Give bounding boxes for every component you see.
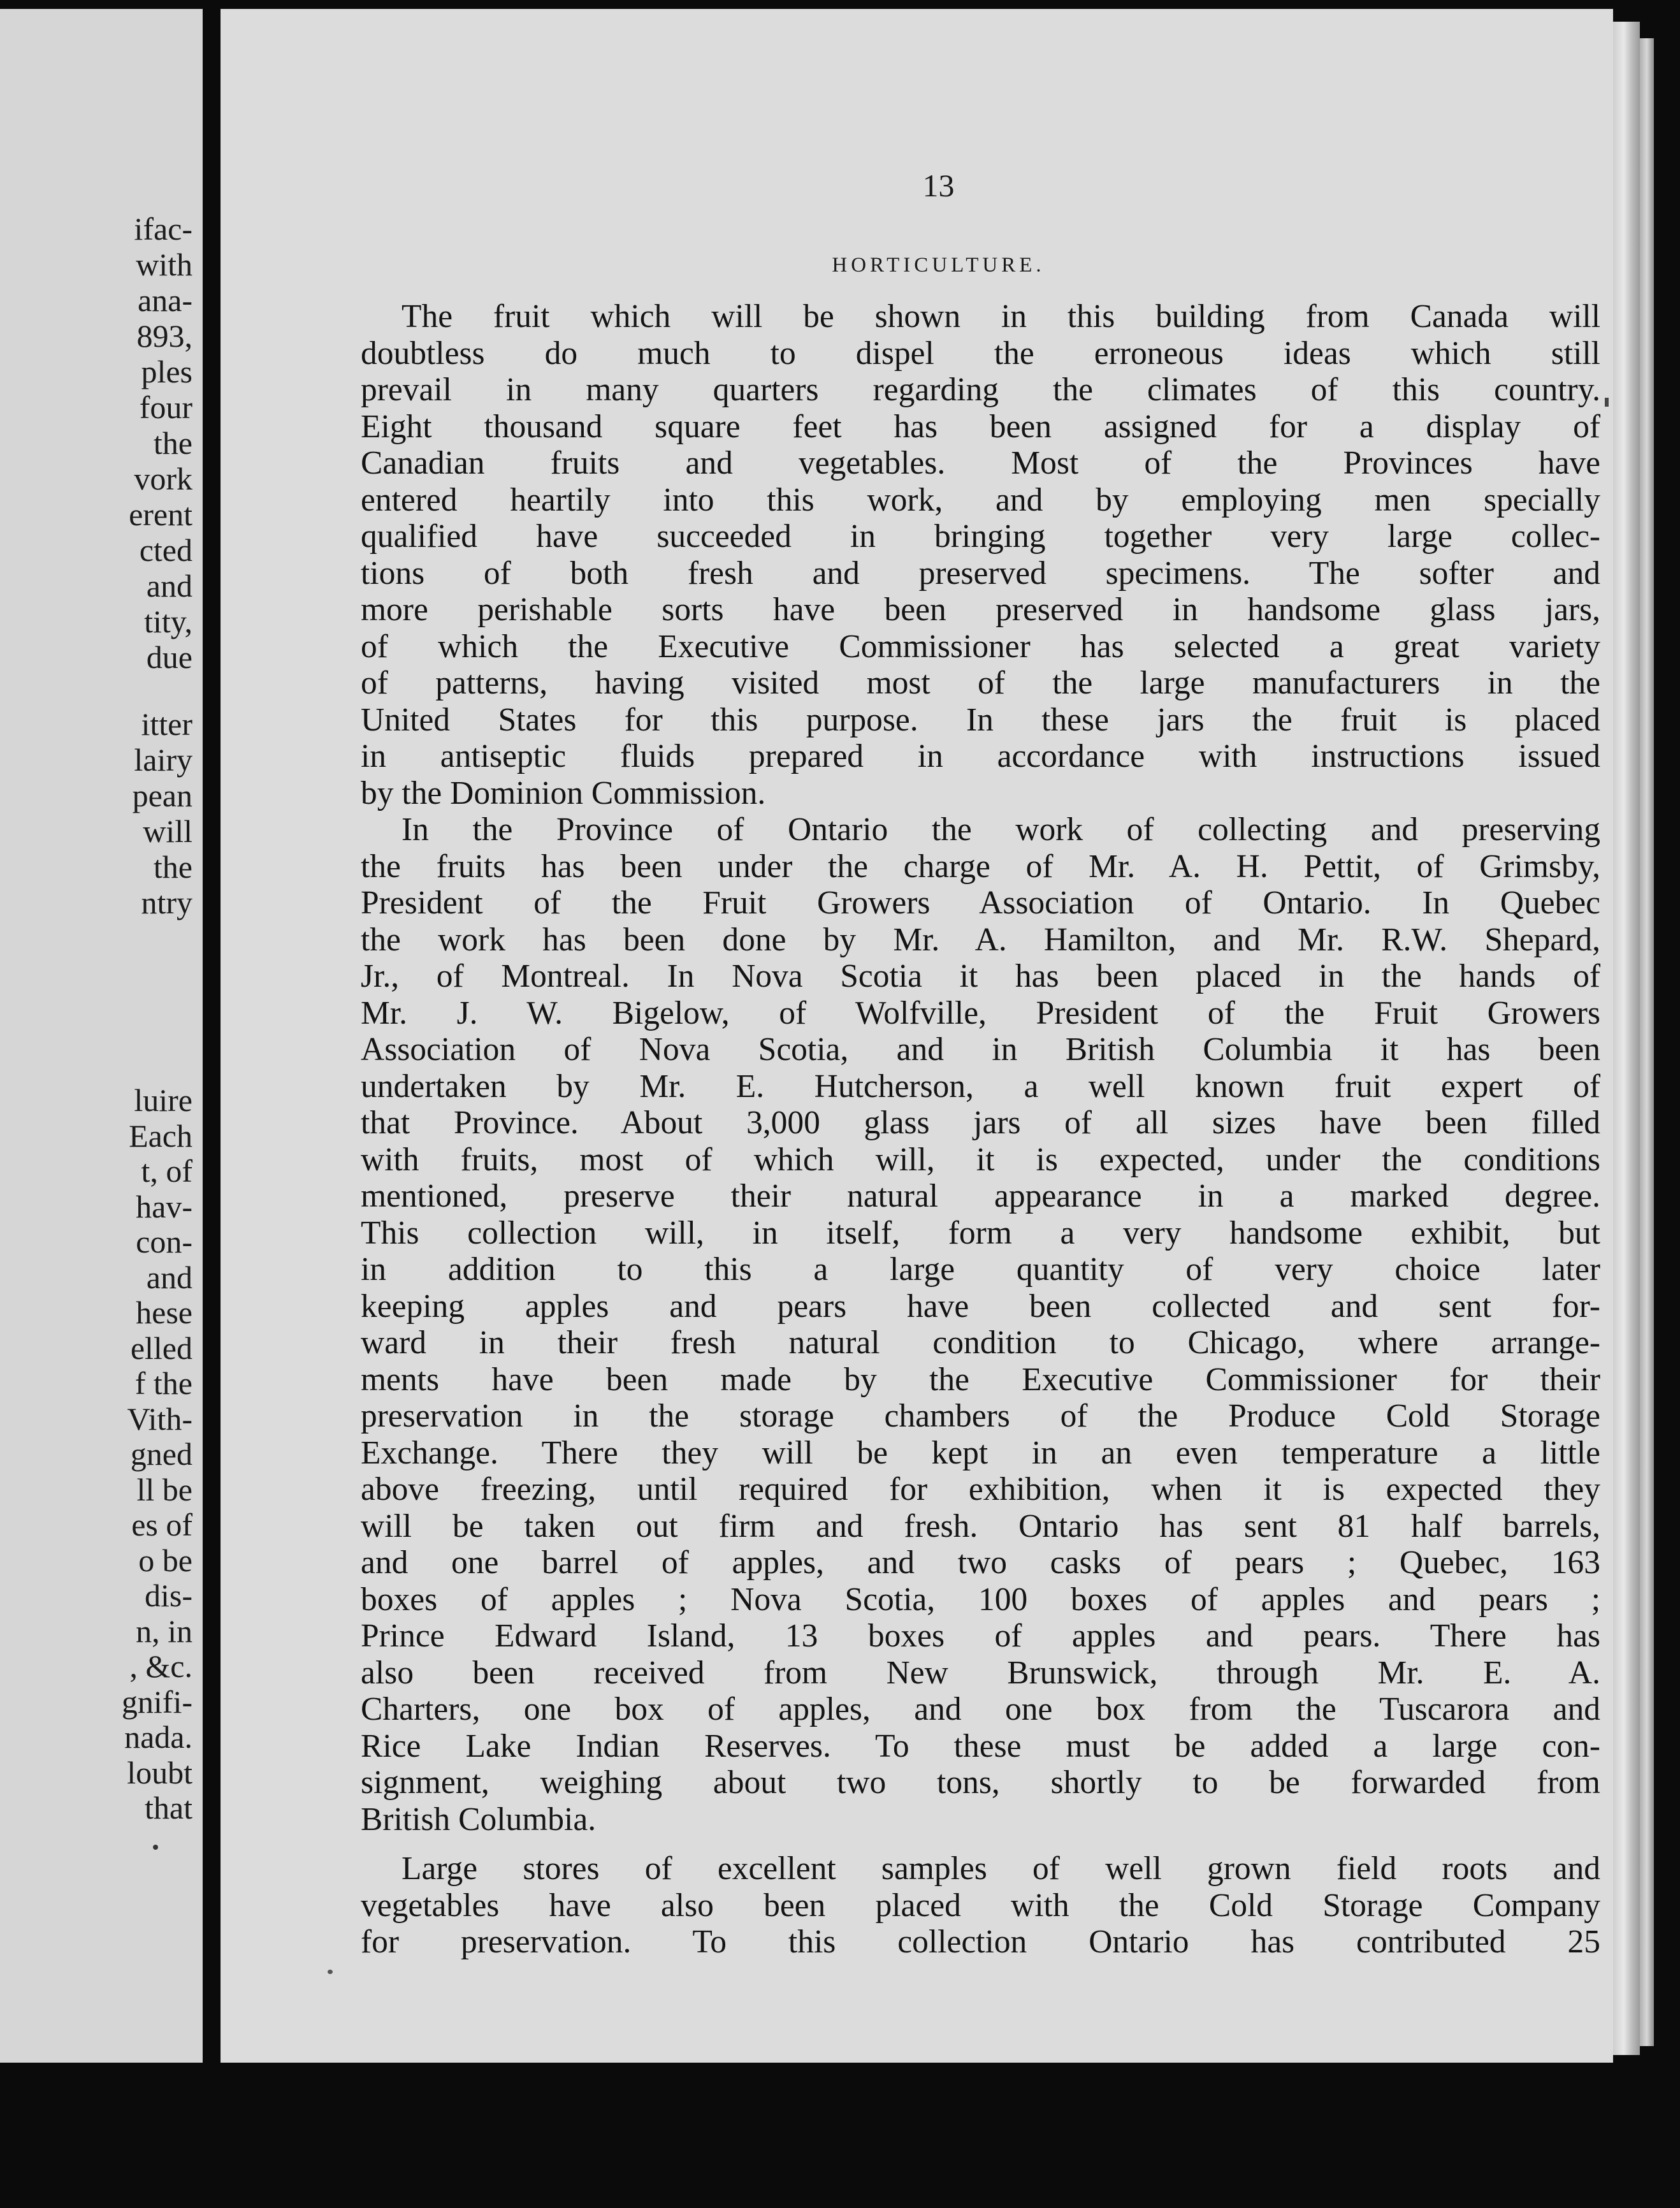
- previous-page-line: con-: [136, 1224, 192, 1260]
- text-line: ward in their fresh natural condition to Chicago, where arrange-: [361, 1325, 1600, 1361]
- text-line: will be taken out firm and fresh. Ontario has sent 81 half barrels,: [361, 1507, 1600, 1544]
- page-edge-shadow-outer: [1640, 38, 1654, 2046]
- text-line: mentioned, preserve their natural appearance in a marked degree.: [361, 1178, 1600, 1214]
- previous-page-speck: [153, 1845, 158, 1850]
- previous-page-line: erent: [129, 497, 192, 532]
- text-line: and one barrel of apples, and two casks of pears ; Quebec, 163: [361, 1544, 1600, 1581]
- page-body-text: [361, 298, 1600, 1961]
- previous-page-line: ntry: [141, 885, 192, 920]
- text-line: Jr., of Montreal. In Nova Scotia it has been placed in the hands of: [361, 958, 1600, 994]
- page-speck: [328, 1970, 333, 1974]
- previous-page-line: lairy: [134, 742, 192, 778]
- previous-page-line: itter: [141, 706, 192, 742]
- previous-page-line: vork: [134, 461, 192, 497]
- text-line: of patterns, having visited most of the large manufacturers in the: [361, 665, 1600, 701]
- previous-page-line: pean: [132, 778, 192, 813]
- text-line: President of the Fruit Growers Association of Ontario. In Quebec: [361, 885, 1600, 921]
- text-line: tions of both fresh and preserved specimens. The softer and: [361, 555, 1600, 592]
- previous-page-line: , &c.: [129, 1648, 192, 1684]
- previous-page-line: f the: [134, 1365, 192, 1401]
- text-line: United States for this purpose. In these jars the fruit is placed: [361, 701, 1600, 738]
- text-line: by the Dominion Commission.: [361, 774, 766, 811]
- book-page: [221, 9, 1613, 2063]
- text-line: Rice Lake Indian Reserves. To these must be added a large con-: [361, 1727, 1600, 1764]
- previous-page-line: that: [145, 1790, 192, 1826]
- previous-page-line: and: [146, 568, 192, 604]
- text-line: In the Province of Ontario the work of collecting and preserving: [402, 811, 1600, 848]
- previous-page-line: n, in: [136, 1613, 192, 1649]
- previous-page-line: Vith-: [127, 1400, 192, 1437]
- text-line: boxes of apples ; Nova Scotia, 100 boxes of apples and pears ;: [361, 1581, 1600, 1618]
- text-line: This collection will, in itself, form a very handsome exhibit, but: [361, 1214, 1600, 1251]
- text-line: doubtless do much to dispel the erroneous ideas which still: [361, 335, 1600, 372]
- text-line: of which the Executive Commissioner has selected a great variety: [361, 628, 1600, 665]
- previous-page-line: ana-: [137, 282, 192, 318]
- text-line: in antiseptic fluids prepared in accordance with instructions issued: [361, 738, 1600, 774]
- previous-page-line: the: [153, 849, 192, 885]
- previous-page-line: tity,: [144, 604, 192, 639]
- text-line: above freezing, until required for exhibition, when it is expected they: [361, 1471, 1600, 1507]
- text-line: in addition to this a large quantity of very choice later: [361, 1251, 1600, 1288]
- text-line: more perishable sorts have been preserved in handsome glass jars,: [361, 592, 1600, 628]
- previous-page-line: Each: [129, 1117, 192, 1154]
- text-line: vegetables have also been placed with the Cold Storage Company: [361, 1887, 1600, 1924]
- previous-page-line: elled: [130, 1330, 192, 1366]
- previous-page-line: hav-: [136, 1188, 192, 1224]
- text-line: preservation in the storage chambers of the Produce Cold Storage: [361, 1398, 1600, 1434]
- text-line: with fruits, most of which will, it is expected, under the conditions: [361, 1141, 1600, 1178]
- previous-page-line: cted: [139, 532, 192, 568]
- text-line: qualified have succeeded in bringing together very large collec-: [361, 518, 1600, 555]
- previous-page-line: luire: [134, 1082, 192, 1118]
- previous-page-line: hese: [136, 1295, 192, 1330]
- page-edge-shadow: [1613, 22, 1640, 2055]
- previous-page-line: 893,: [136, 318, 192, 354]
- previous-page-line: and: [146, 1259, 192, 1295]
- text-line: keeping apples and pears have been collected and sent for-: [361, 1288, 1600, 1325]
- text-line: signment, weighing about two tons, shortly to be forwarded from: [361, 1764, 1600, 1801]
- text-line: Mr. J. W. Bigelow, of Wolfville, President of the Fruit Growers: [361, 994, 1600, 1031]
- page-edge-mark: [1605, 398, 1609, 407]
- text-line: the work has been done by Mr. A. Hamilton, and Mr. R.W. Shepard,: [361, 921, 1600, 958]
- previous-page-line: es of: [131, 1507, 192, 1543]
- previous-page-line: o be: [138, 1542, 192, 1578]
- previous-page-line: t, of: [141, 1153, 192, 1189]
- text-line: Exchange. There they will be kept in an even temperature a little: [361, 1434, 1600, 1471]
- section-title: HORTICULTURE.: [832, 254, 1045, 277]
- text-line: Charters, one box of apples, and one box from the Tuscarora and: [361, 1691, 1600, 1727]
- text-line: British Columbia.: [361, 1801, 597, 1838]
- text-line: the fruits has been under the charge of Mr. A. H. Pettit, of Grimsby,: [361, 848, 1600, 885]
- paragraph: [361, 1850, 1600, 1961]
- previous-page-line: the: [153, 425, 192, 461]
- text-line: prevail in many quarters regarding the climates of this country.: [361, 372, 1600, 408]
- text-line: Association of Nova Scotia, and in British Columbia it has been: [361, 1031, 1600, 1068]
- text-line: undertaken by Mr. E. Hutcherson, a well known fruit expert of: [361, 1068, 1600, 1105]
- previous-page-line: will: [143, 813, 192, 849]
- text-line: Eight thousand square feet has been assigned for a display of: [361, 408, 1600, 445]
- text-line: Large stores of excellent samples of well grown field roots and: [402, 1850, 1600, 1887]
- previous-page-line: nada.: [124, 1719, 192, 1755]
- text-line: entered heartily into this work, and by employing men specially: [361, 481, 1600, 518]
- text-line: Canadian fruits and vegetables. Most of the Provinces have: [361, 445, 1600, 481]
- previous-page-line: gned: [130, 1436, 192, 1472]
- previous-page-fragment: [0, 9, 203, 2063]
- previous-page-line: ll be: [136, 1471, 192, 1507]
- text-line: that Province. About 3,000 glass jars of all sizes have been filled: [361, 1105, 1600, 1141]
- previous-page-line: loubt: [127, 1754, 192, 1790]
- previous-page-line: ples: [141, 354, 192, 389]
- text-line: ments have been made by the Executive Commissioner for their: [361, 1361, 1600, 1398]
- previous-page-line: with: [136, 247, 192, 282]
- previous-page-line: due: [146, 639, 192, 675]
- text-line: also been received from New Brunswick, through Mr. E. A.: [361, 1654, 1600, 1691]
- text-line: Prince Edward Island, 13 boxes of apples and pears. There has: [361, 1618, 1600, 1654]
- previous-page-line: four: [139, 389, 192, 425]
- previous-page-line: ifac-: [134, 211, 192, 247]
- text-line: for preservation. To this collection Ontario has contributed 25: [361, 1924, 1600, 1960]
- page-number: 13: [922, 168, 955, 203]
- previous-page-line: gnifi-: [121, 1683, 192, 1720]
- text-line: The fruit which will be shown in this building from Canada will: [402, 298, 1600, 335]
- paragraph: [361, 811, 1600, 1838]
- paragraph: [361, 298, 1600, 811]
- previous-page-line: dis-: [145, 1578, 192, 1613]
